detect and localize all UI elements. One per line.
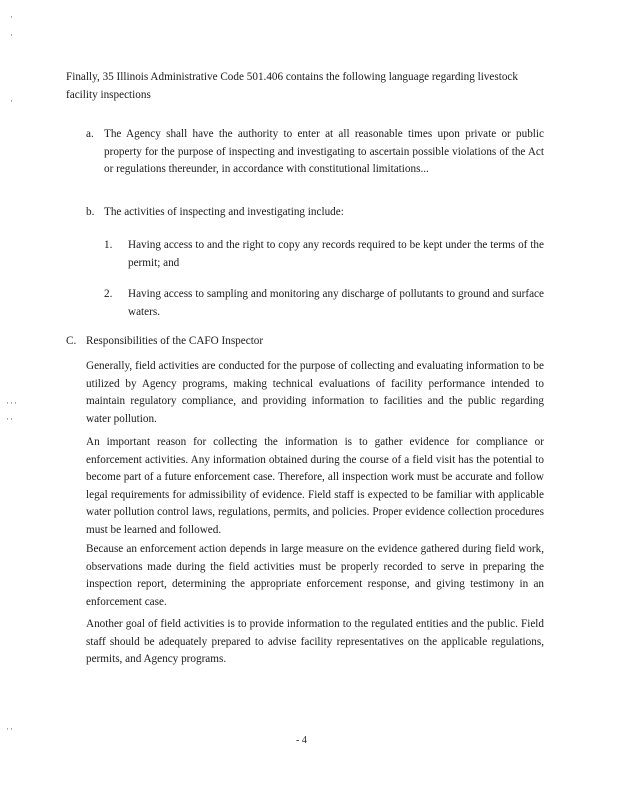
body-paragraph-4: Another goal of field activities is to provide information to the regulated entities and the public. Field staff should be adequately prepared to advise facility representatives on the applicable regulations, permits, and Agency programs. xyxy=(86,618,544,666)
section-heading: Responsibilities of the CAFO Inspector xyxy=(86,335,264,347)
section-c-label: C. xyxy=(66,335,77,347)
item-b-label: b. xyxy=(86,206,95,218)
scan-mark-5: ·· xyxy=(6,414,14,424)
subitem-2-text: Having access to sampling and monitoring any discharge of pollutants to ground and surface waters. xyxy=(128,288,544,318)
body-paragraph-1: Generally, field activities are conducted for the purpose of collecting and evaluating information to be utilized by Agency programs, making technical evaluations of facility performance intended to maintain regulatory compliance, and providing information to facilities and the public regarding water pollution. xyxy=(86,360,544,425)
subitem-1-text: Having access to and the right to copy any records required to be kept under the terms of the permit; and xyxy=(128,239,544,269)
item-a-text: The Agency shall have the authority to enter at all reasonable times upon private or public property for the purpose of inspecting and investigating to ascertain possible violations of the Act or regulations thereunder, in accordance with constitutional limitations... xyxy=(104,128,544,176)
scan-mark-2: · xyxy=(10,30,14,40)
page-number: - 4 xyxy=(296,735,307,746)
intro-paragraph: Finally, 35 Illinois Administrative Code 501.406 contains the following language regarding livestock facility inspections xyxy=(66,71,518,101)
subitem-2-label: 2. xyxy=(104,288,113,300)
item-a-label: a. xyxy=(86,128,94,140)
body-paragraph-3: Because an enforcement action depends in large measure on the evidence gathered during field work, observations made during the field activities must be properly recorded to serve in preparing the inspection report, determining the appropriate enforcement response, and giving testimony in an enforcement case. xyxy=(86,543,544,608)
body-paragraph-2: An important reason for collecting the information is to gather evidence for compliance or enforcement activities. Any information obtained during the course of a field visit has the potential to become part of a future enforcement case. Therefore, all inspection work must be accurate and follow legal requirements for admissibility of evidence. Field staff is expected to be familiar with applicable water pollution control laws, regulations, permits, and policies. Proper evidence collection procedures must be learned and followed. xyxy=(86,436,544,536)
scan-mark-4: ··· xyxy=(6,398,18,408)
subitem-1-label: 1. xyxy=(104,239,113,251)
scan-mark-top: · xyxy=(10,12,14,22)
item-b-text: The activities of inspecting and investigating include: xyxy=(104,206,344,218)
scan-mark-6: ·· xyxy=(6,724,14,734)
scan-mark-3: · xyxy=(10,96,14,106)
